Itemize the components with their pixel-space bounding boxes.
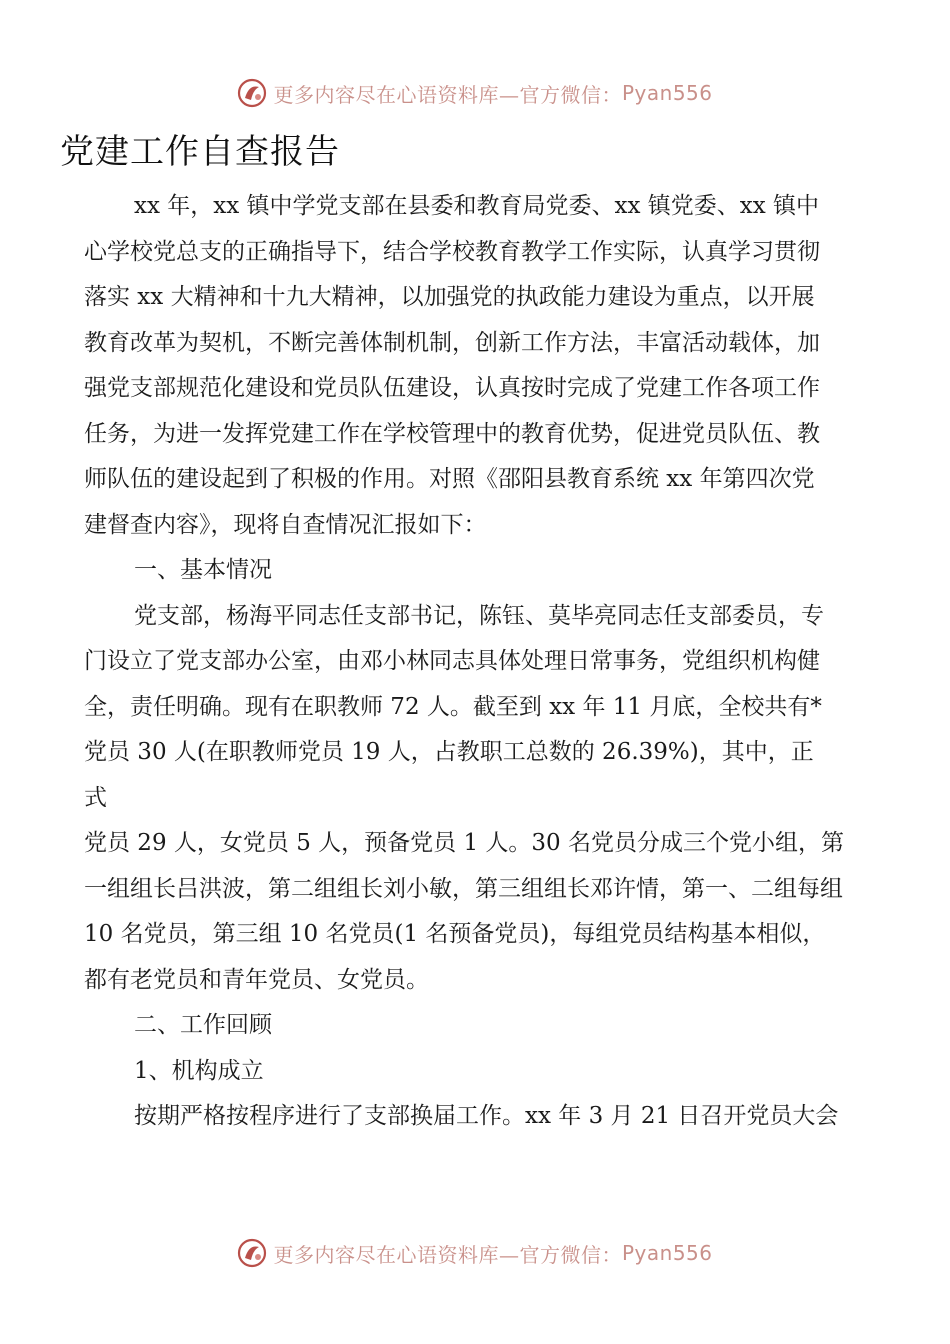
text-line: 强党支部规范化建设和党员队伍建设，认真按时完成了党建工作各项工作 (84, 375, 820, 401)
heading-text: 1、机构成立 (134, 1057, 264, 1084)
text-line: 落实 xx 大精神和十九大精神，以加强党的执政能力建设为重点，以开展 (84, 284, 815, 310)
document-title: 党建工作自查报告 (60, 132, 340, 172)
text-line: 按期严格按程序进行了支部换届工作。xx 年 3 月 21 日召开党员大会 (134, 1103, 839, 1129)
watermark-banner-top (0, 73, 950, 113)
text-line: 心学校党总支的正确指导下，结合学校教育教学工作实际，认真学习贯彻 (84, 238, 820, 265)
subheading-organization (84, 1049, 914, 1095)
text-line: 党支部，杨海平同志任支部书记，陈钰、莫毕亮同志任支部委员，专 (134, 602, 824, 629)
brand-logo-icon (237, 78, 267, 108)
text-line: 门设立了党支部办公室，由邓小林同志具体处理日常事务，党组织机构健 (84, 648, 820, 674)
section-heading-basic (84, 548, 914, 594)
document-body (84, 184, 914, 1140)
text-line: 教育改革为契机，不断完善体制机制，创新工作方法，丰富活动载体，加 (84, 329, 820, 356)
paragraph-basic-info (84, 594, 914, 822)
text-line: 一组组长吕洪波，第二组组长刘小敏，第三组组长邓许情，第一、二组每组 (84, 875, 843, 902)
text-line: 党员 30 人(在职教师党员 19 人，占教职工总数的 26.39%)，其中，正 (84, 739, 814, 765)
text-line: 建督查内容》，现将自查情况汇报如下： (84, 511, 487, 538)
watermark-banner-bottom (0, 1233, 950, 1273)
text-line: 都有老党员和青年党员、女党员。 (84, 966, 429, 993)
section-heading-review (84, 1003, 914, 1049)
text-line: 党员 29 人，女党员 5 人，预备党员 1 人。30 名党员分成三个党小组，第 (84, 830, 844, 856)
paragraph-election (84, 1094, 914, 1140)
text-line: 任务，为进一发挥党建工作在学校管理中的教育优势，促进党员队伍、教 (84, 420, 820, 447)
watermark-code: Pyan556 (621, 81, 713, 105)
text-line: 师队伍的建设起到了积极的作用。对照《邵阳县教育系统 xx 年第四次党 (84, 466, 815, 492)
paragraph-intro (84, 184, 914, 548)
text-line: 式 (84, 784, 107, 811)
text-line: 全，责任明确。现有在职教师 72 人。截至到 xx 年 11 月底，全校共有* (84, 693, 822, 720)
watermark-code: Pyan556 (621, 1241, 713, 1265)
heading-text: 一、基本情况 (134, 557, 272, 583)
text-line: 10 名党员，第三组 10 名党员(1 名预备党员)，每组党员结构基本相似， (84, 921, 826, 947)
brand-logo-icon (237, 1238, 267, 1268)
paragraph-party-groups (84, 821, 914, 1003)
watermark-text: 更多内容尽在心语资料库—官方微信： (273, 82, 622, 107)
watermark-text: 更多内容尽在心语资料库—官方微信： (273, 1242, 622, 1267)
text-line: xx 年，xx 镇中学党支部在县委和教育局党委、xx 镇党委、xx 镇中 (134, 193, 820, 219)
heading-text: 二、工作回顾 (134, 1012, 272, 1038)
